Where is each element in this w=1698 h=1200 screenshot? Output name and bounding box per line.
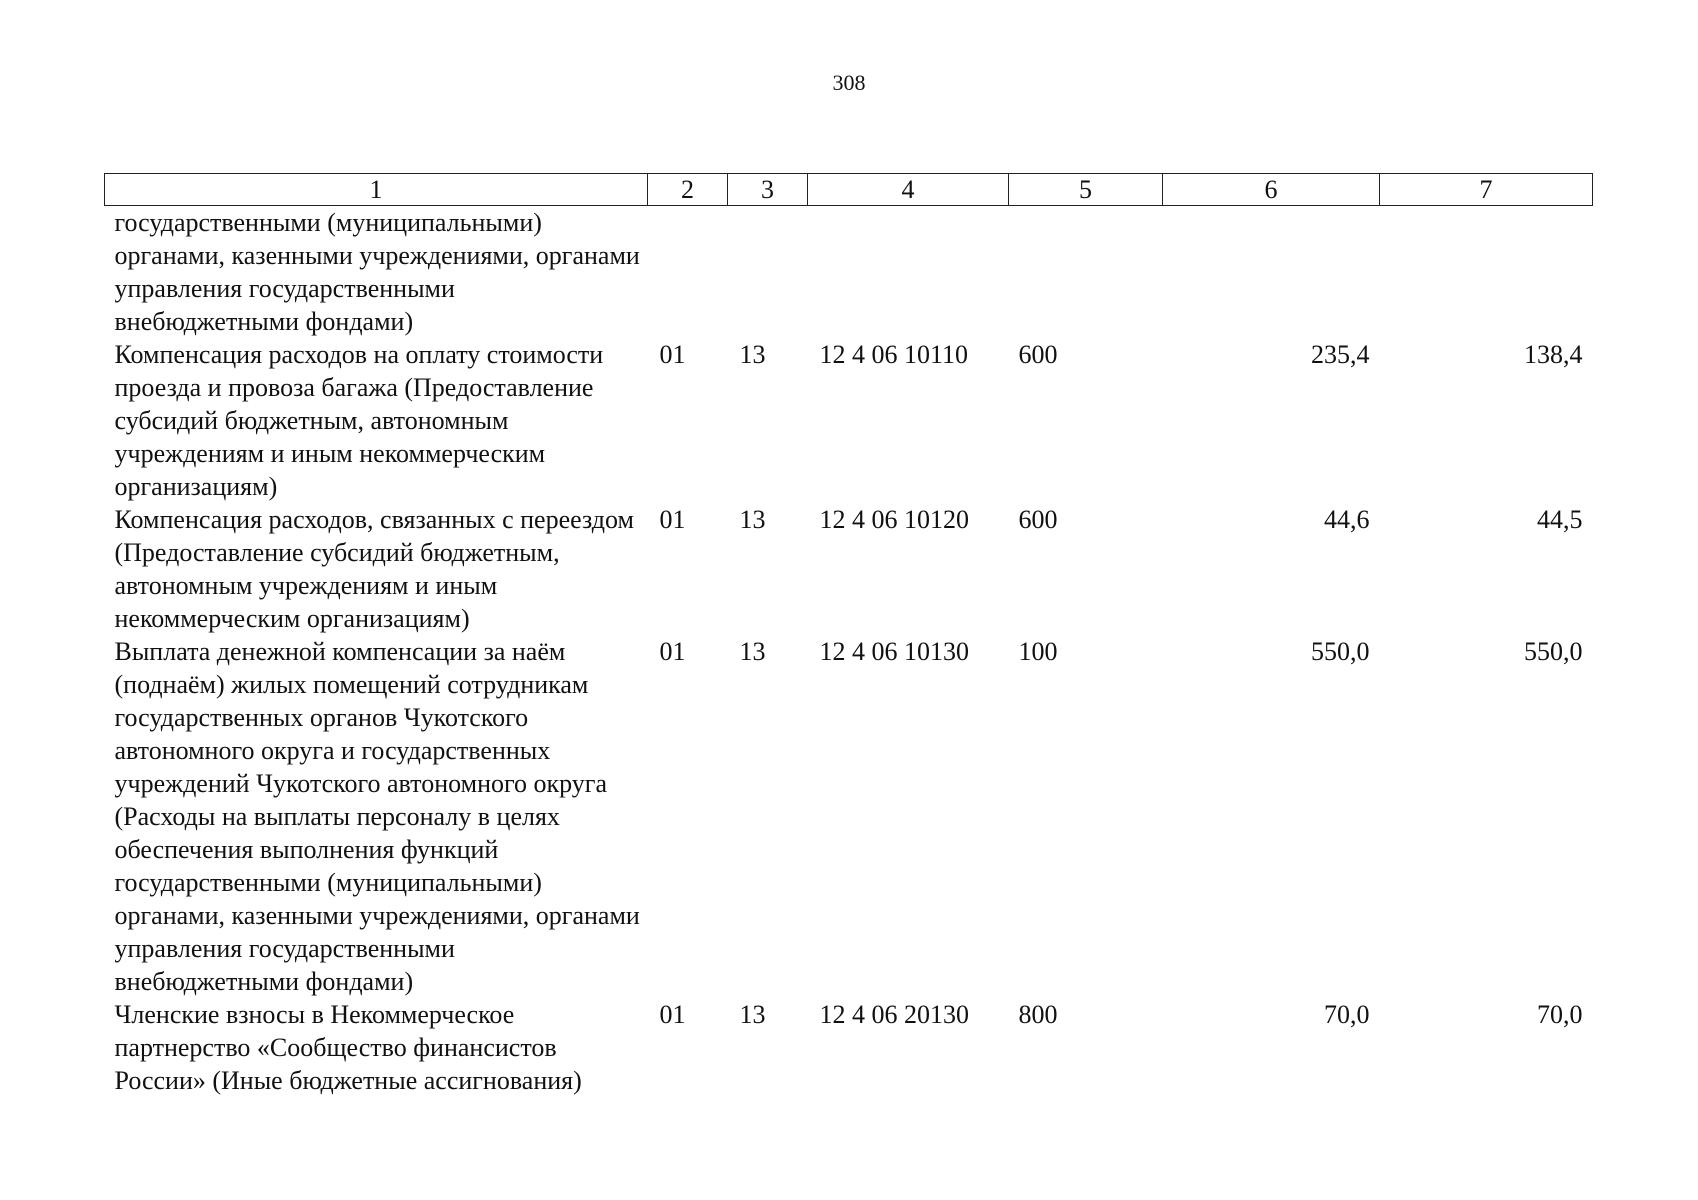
row-name: Членские взносы в Некоммерческое партнерство «Сообщество финансистов России» (Иные бюджетные ассигнования) [114,1000,582,1095]
header-col-2: 2 [648,174,728,206]
table-row [105,635,1593,998]
row-subsection: 13 [739,637,766,666]
row-subsection: 13 [739,1000,766,1029]
row-article: 12 4 06 10120 [819,505,969,534]
row-article: 12 4 06 10130 [819,637,969,666]
row-section: 01 [659,637,686,666]
row-article: 12 4 06 10110 [819,340,969,369]
row-name: Компенсация расходов, связанных с переездом (Предоставление субсидий бюджетным, автономным учреждениям и иным некоммерческим организациям) [114,505,634,633]
row-amount-1: 550,0 [1311,637,1370,666]
row-expense-type: 600 [1018,340,1058,369]
continuation-row [105,206,1593,339]
table-row [105,338,1593,503]
budget-table [104,173,1593,1097]
header-col-6: 6 [1163,174,1380,206]
row-name: Выплата денежной компенсации за наём (поднаём) жилых помещений сотрудникам государственных органов Чукотского автономного округа и государственных учреждений Чукотского автономного округа (Расходы на выплаты персоналу в целях обеспечения выполнения функций государственными (муниципальными) органами, казенными учреждениями, органами управления государственными внебюджетными фондами) [114,637,640,996]
row-subsection: 13 [739,340,766,369]
row-amount-2: 44,5 [1537,505,1583,534]
row-expense-type: 100 [1018,637,1058,666]
row-article: 12 4 06 20130 [819,1000,969,1029]
header-col-3: 3 [728,174,808,206]
table-header-row [105,174,1593,206]
row-subsection: 13 [739,505,766,534]
row-expense-type: 800 [1018,1000,1058,1029]
page-number: 308 [832,70,866,95]
header-col-5: 5 [1009,174,1163,206]
row-section: 01 [659,1000,686,1029]
row-section: 01 [659,505,686,534]
row-expense-type: 600 [1018,505,1058,534]
row-name: Компенсация расходов на оплату стоимости проезда и провоза багажа (Предоставление субсидий бюджетным, автономным учреждениям и иным некоммерческим организациям) [114,340,604,501]
row-amount-1: 235,4 [1311,340,1370,369]
row-amount-1: 44,6 [1324,505,1370,534]
row-amount-1: 70,0 [1324,1000,1370,1029]
header-col-7: 7 [1380,174,1593,206]
row-amount-2: 138,4 [1524,340,1583,369]
table-row [105,503,1593,635]
header-col-1: 1 [105,174,648,206]
row-amount-2: 70,0 [1537,1000,1583,1029]
header-col-4: 4 [808,174,1009,206]
row-amount-2: 550,0 [1524,637,1583,666]
row-section: 01 [659,340,686,369]
table-row [105,998,1593,1097]
continuation-text: государственными (муниципальными) органами, казенными учреждениями, органами управления государственными внебюджетными фондами) [114,208,640,336]
